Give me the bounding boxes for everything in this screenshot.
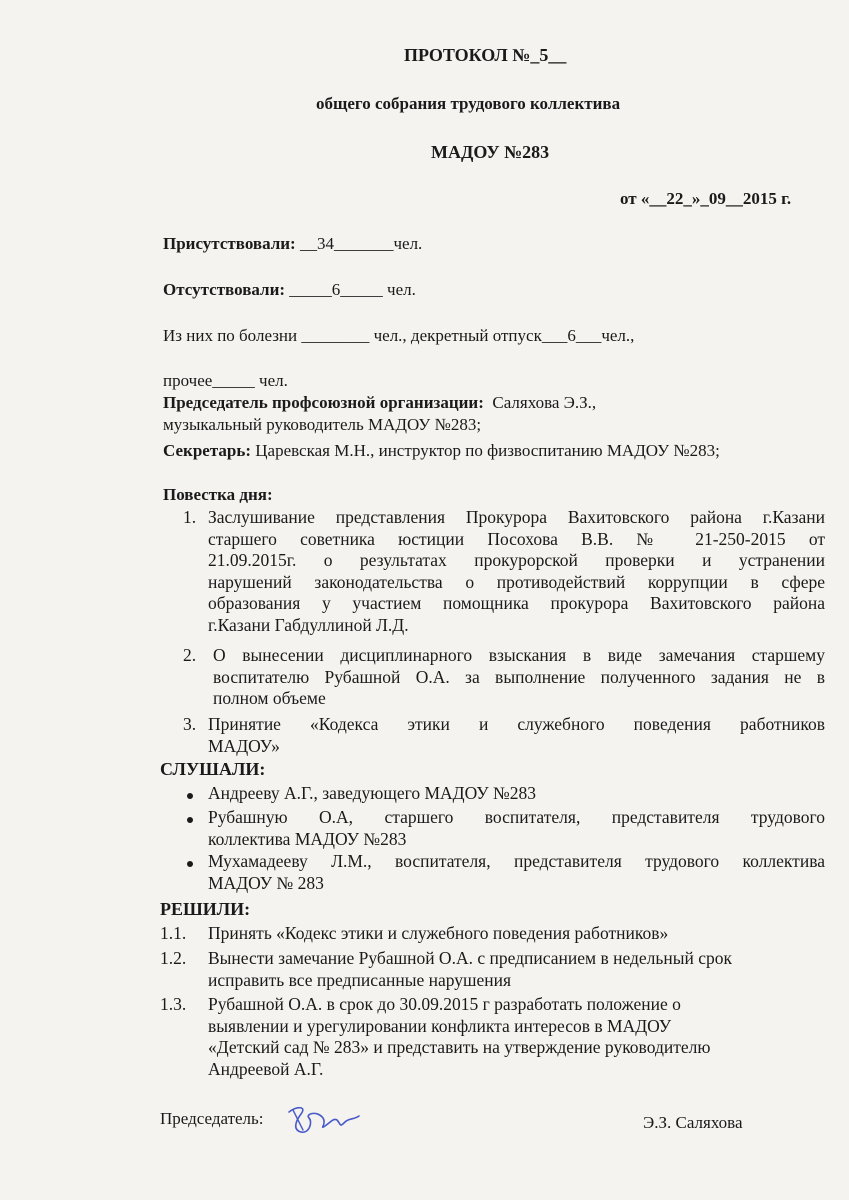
secretary-label: Секретарь: bbox=[163, 441, 251, 460]
chair-name: Саляхова Э.З., bbox=[492, 393, 597, 412]
heard-item-text: Рубашную О.А, старшего воспитателя, представителя трудового коллектива МАДОУ №283 bbox=[208, 807, 825, 849]
decision-text: Принять «Кодекс этики и служебного поведения работников» bbox=[208, 923, 669, 943]
decision-number: 1.2. bbox=[160, 948, 187, 968]
agenda-item-text: Заслушивание представления Прокурора Вахитовского района г.Казани старшего советника юстиции Посохова В.В. № 21-250-2015 от 21.09.2015г. о результатах прокурорской проверки и устранении нарушений законодательства о противодействий коррупции в сфере образования у участием помощника прокурора Вахитовского района г.Казани Габдуллиной Л.Д. bbox=[208, 507, 825, 635]
absent-line bbox=[163, 279, 416, 301]
heard-item-text: Андрееву А.Г., заведующего МАДОУ №283 bbox=[208, 783, 536, 803]
other-absence: прочее_____ чел. bbox=[163, 371, 288, 390]
meeting-date: от «__22_»_09__2015 г. bbox=[620, 189, 792, 208]
chair-signature-name: Э.З. Саляхова bbox=[643, 1113, 743, 1132]
secretary-line bbox=[163, 440, 720, 462]
chair-line bbox=[163, 392, 596, 414]
decision-text: Рубашной О.А. в срок до 30.09.2015 г разработать положение о выявлении и урегулировании конфликта интересов в МАДОУ «Детский сад № 283» и представить на утверждение руководителю Андреевой А.Г. bbox=[208, 994, 711, 1079]
agenda-item-number: 3. bbox=[183, 714, 197, 734]
decision-number: 1.3. bbox=[160, 994, 187, 1014]
bullet-icon bbox=[187, 817, 193, 823]
agenda-item-text: О вынесении дисциплинарного взыскания в виде замечания старшему воспитателю Рубашной О.А. за выполнение полученного задания не в полном объеме bbox=[213, 645, 825, 708]
agenda-heading: Повестка дня: bbox=[163, 485, 273, 504]
organization-name: МАДОУ №283 bbox=[431, 142, 550, 162]
decision-number: 1.1. bbox=[160, 923, 187, 943]
chair-label: Председатель профсоюзной организации: bbox=[163, 393, 484, 412]
decided-heading: РЕШИЛИ: bbox=[160, 899, 251, 919]
absence-breakdown: Из них по болезни ________ чел., декретный отпуск___6___чел., bbox=[163, 326, 635, 345]
bullet-icon bbox=[187, 793, 193, 799]
agenda-item-number: 1. bbox=[183, 507, 197, 527]
document-subtitle: общего собрания трудового коллектива bbox=[316, 94, 621, 113]
decision-text: Вынести замечание Рубашной О.А. с предписанием в недельный срок исправить все предписанные нарушения bbox=[208, 948, 733, 990]
present-value: __34_______чел. bbox=[299, 234, 423, 253]
present-line bbox=[163, 233, 422, 255]
absent-label: Отсутствовали: bbox=[163, 280, 286, 299]
absent-value: _____6_____ чел. bbox=[289, 280, 416, 299]
heard-item-text: Мухамадееву Л.М., воспитателя, представителя трудового коллектива МАДОУ № 283 bbox=[208, 851, 825, 893]
chair-signature-label: Председатель: bbox=[160, 1109, 264, 1128]
present-label: Присутствовали: bbox=[163, 234, 296, 253]
heard-heading: СЛУШАЛИ: bbox=[160, 759, 266, 779]
bullet-icon bbox=[187, 861, 193, 867]
secretary-text: Царевская М.Н., инструктор по физвоспитанию МАДОУ №283; bbox=[255, 441, 720, 460]
agenda-item-text: Принятие «Кодекса этики и служебного поведения работников МАДОУ» bbox=[208, 714, 825, 756]
chair-position: музыкальный руководитель МАДОУ №283; bbox=[163, 415, 482, 434]
agenda-item-number: 2. bbox=[183, 645, 197, 665]
document-title: ПРОТОКОЛ №_5__ bbox=[404, 45, 567, 65]
handwritten-signature bbox=[283, 1100, 363, 1140]
